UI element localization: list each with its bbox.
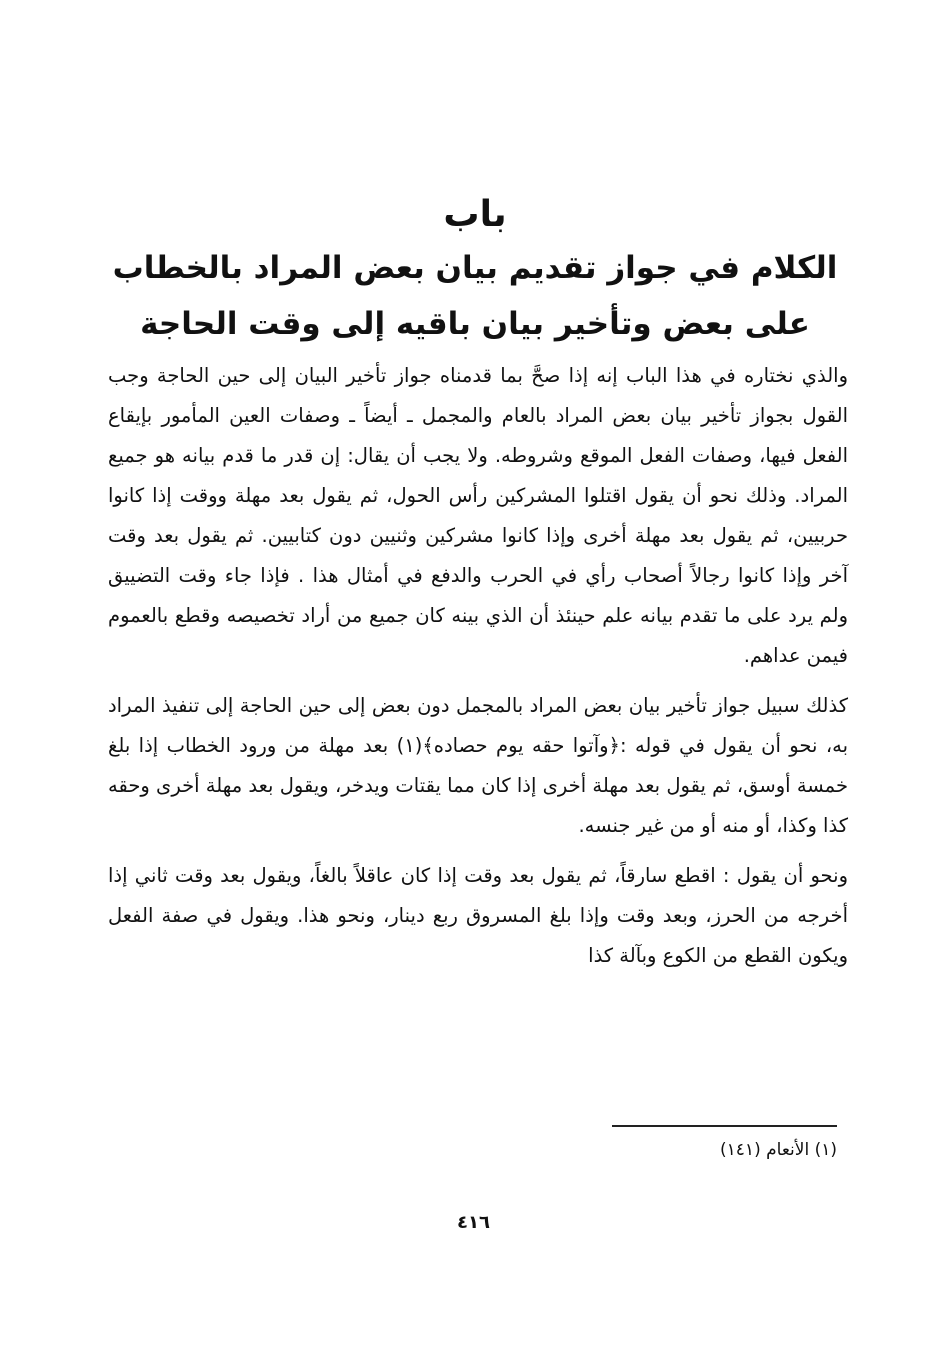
- paragraph-2: كذلك سبيل جواز تأخير بيان بعض المراد بالمجمل دون بعض إلى حين الحاجة إلى تنفيذ المراد به، نحو أن يقول في قوله :﴿وآتوا حقه يوم حصاده﴾(١) بعد مهلة من ورود الخطاب إذا بلغ خمسة أوسق، ثم يقول بعد مهلة أخرى إذا كان مما يقتات ويدخر، ويقول بعد مهلة أخرى وحقه كذا وكذا، أو منه أو من غير جنسه.: [108, 694, 848, 837]
- chapter-title-line-2: على بعض وتأخير بيان باقيه إلى وقت الحاجة: [140, 306, 810, 342]
- chapter-title-line-1: الكلام في جواز تقديم بيان بعض المراد بالخطاب: [112, 250, 838, 286]
- footnote-divider: [612, 1125, 837, 1127]
- paragraph-1: والذي نختاره في هذا الباب إنه إذا صحَّ بما قدمناه جواز تأخير البيان إلى حين الحاجة وجب القول بجواز تأخير بيان بعض المراد بالعام والمجمل ـ أيضاً ـ وصفات العين المأمور بإيقاع الفعل فيها، وصفات الفعل الموقع وشروطه. ولا يجب أن يقال: إن قدر ما قدم بيانه هو جميع المراد. وذلك نحو أن يقول اقتلوا المشركين رأس الحول، ثم يقول بعد مهلة ووقت إذا كانوا حربيين، ثم يقول بعد مهلة أخرى وإذا كانوا مشركين وثنيين دون كتابيين. ثم يقول بعد وقت آخر وإذا كانوا رجالاً أصحاب رأي في الحرب والدفع في أمثال هذا . فإذا جاء وقت التضييق ولم يرد على ما تقدم بيانه علم حينئذ أن الذي بينه كان جميع من أراد تخصيصه وقطع بالعموم فيمن عداهم.: [108, 364, 848, 667]
- chapter-label: باب: [443, 194, 507, 235]
- paragraph-3: ونحو أن يقول : اقطع سارقاً، ثم يقول بعد وقت إذا كان عاقلاً بالغاً، ويقول بعد وقت ثاني إذا أخرجه من الحرز، وبعد وقت وإذا بلغ المسروق ربع دينار، ونحو هذا. ويقول في صفة الفعل ويكون القطع من الكوع وبآلة كذا: [108, 864, 848, 967]
- page-number: ٤١٦: [457, 1212, 490, 1233]
- footnote: (١) الأنعام (١٤١): [720, 1140, 837, 1160]
- body-text: [108, 356, 848, 976]
